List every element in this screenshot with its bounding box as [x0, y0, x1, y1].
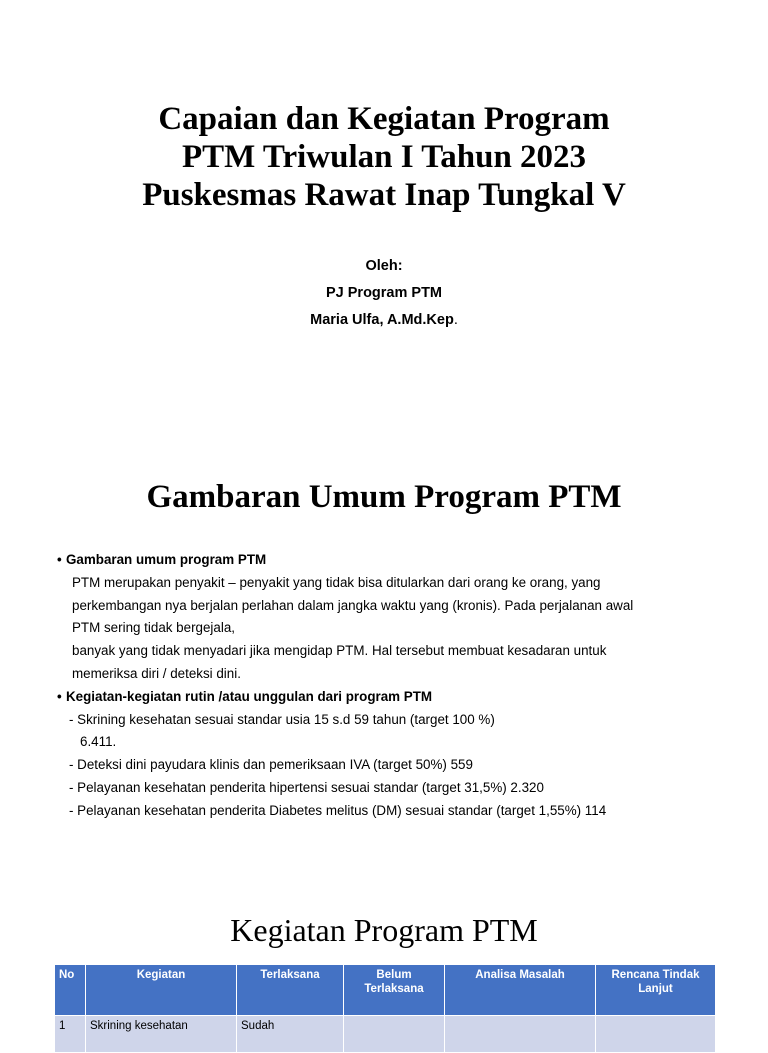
paragraph-line: banyak yang tidak menyadari jika mengidap PTM. Hal tersebut membuat kesadaran untuk	[72, 643, 607, 659]
activity-item: - Skrining kesehatan sesuai standar usia 15 s.d 59 tahun (target 100 %)	[69, 711, 495, 727]
title-line: Puskesmas Rawat Inap Tungkal V	[142, 177, 626, 213]
table-cell: 1	[55, 1016, 86, 1053]
activity-item: - Deteksi dini payudara klinis dan pemeriksaan IVA (target 50%) 559	[69, 757, 473, 773]
paragraph-line: memeriksa diri / deteksi dini.	[72, 665, 241, 681]
table-header-row	[55, 965, 716, 1016]
table-cell: Skrining kesehatan	[86, 1016, 237, 1053]
bullet-icon: •	[57, 688, 62, 704]
bullet-icon: •	[57, 552, 62, 567]
slide-heading: Kegiatan Program PTM	[230, 912, 538, 948]
table-header-cell: Kegiatan	[86, 965, 237, 1016]
activity-item: - Pelayanan kesehatan penderita Diabetes melitus (DM) sesuai standar (target 1,55%) 114	[69, 802, 607, 818]
slide-title	[0, 0, 768, 430]
activity-item: - Pelayanan kesehatan penderita hipertensi sesuai standar (target 31,5%) 2.320	[69, 779, 544, 795]
slide-body	[57, 549, 747, 823]
slide-overview	[0, 430, 768, 860]
activities-table	[54, 964, 716, 1053]
slide-heading: Gambaran Umum Program PTM	[146, 479, 622, 515]
paragraph-line: perkembangan nya berjalan perlahan dalam jangka waktu yang (kronis). Pada perjalanan awal	[72, 597, 634, 613]
table-header-cell: No	[55, 965, 86, 1016]
bullet-heading	[57, 549, 747, 572]
table-header-cell: Rencana Tindak Lanjut	[596, 965, 716, 1016]
paragraph-line: PTM sering tidak bergejala,	[72, 620, 235, 636]
table-cell: Sudah	[237, 1016, 344, 1053]
author-role: PJ Program PTM	[325, 285, 443, 301]
bullet-heading	[57, 686, 747, 709]
author-line	[0, 307, 768, 334]
bullet-heading-text: Kegiatan-kegiatan rutin /atau unggulan dari program PTM	[66, 688, 433, 704]
bullet-heading-text: Gambaran umum program PTM	[66, 552, 267, 567]
oleh-label: Oleh:	[365, 258, 403, 274]
paragraph-line: PTM merupakan penyakit – penyakit yang tidak bisa ditularkan dari orang ke orang, yang	[72, 574, 601, 590]
table-row	[55, 1016, 716, 1053]
table-cell	[445, 1016, 596, 1053]
table-header-cell: Terlaksana	[237, 965, 344, 1016]
title-line: PTM Triwulan I Tahun 2023	[181, 139, 587, 175]
author-period: .	[453, 312, 458, 328]
byline	[0, 253, 768, 334]
author-name: Maria Ulfa, A.Md.Kep	[310, 312, 454, 328]
title-line: Capaian dan Kegiatan Program	[158, 101, 610, 137]
table-cell	[344, 1016, 445, 1053]
table-header-cell: Analisa Masalah	[445, 965, 596, 1016]
table-cell	[596, 1016, 716, 1053]
table-header-cell: Belum Terlaksana	[344, 965, 445, 1016]
activity-item: 6.411.	[80, 734, 117, 750]
presentation-title	[0, 100, 768, 214]
slide-activities	[0, 860, 768, 1032]
